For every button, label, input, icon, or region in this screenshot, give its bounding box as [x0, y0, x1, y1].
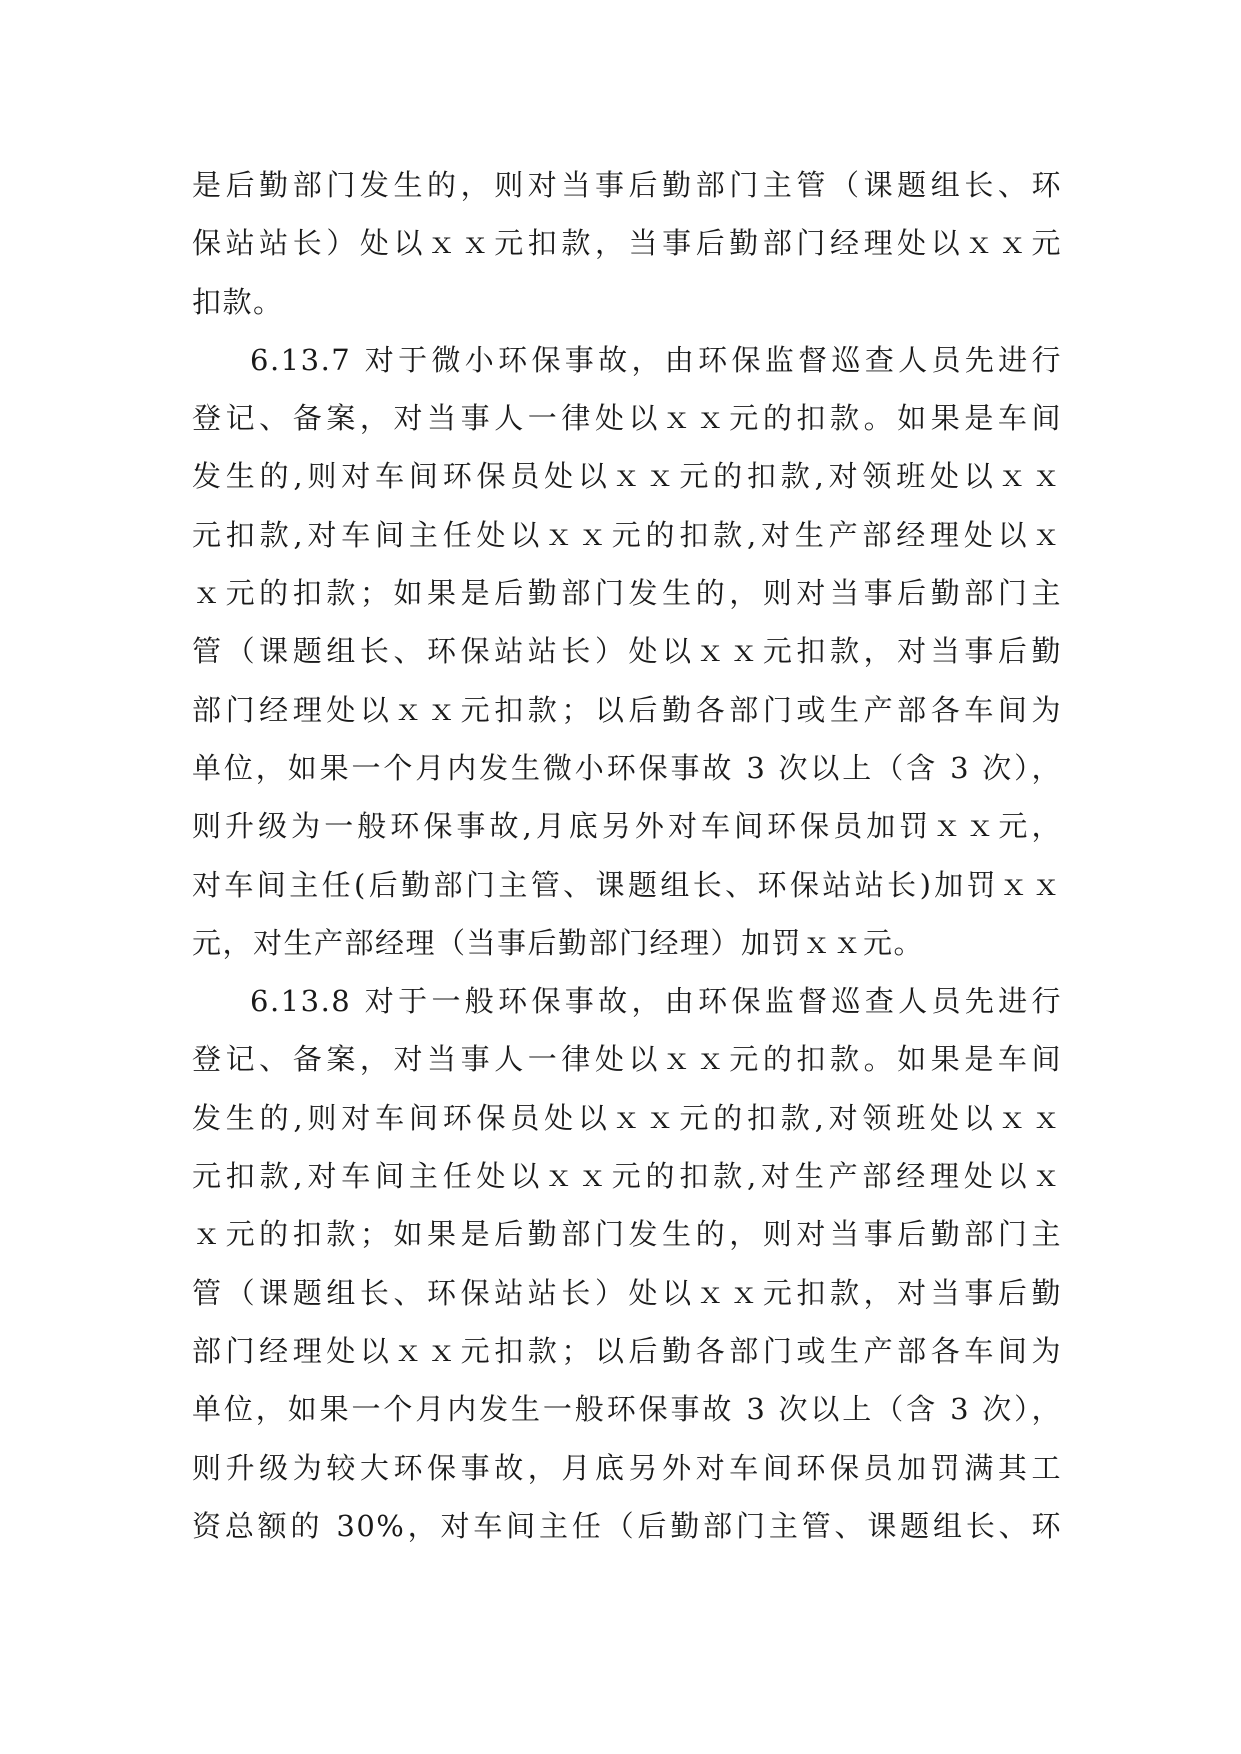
document-body [192, 156, 1062, 1555]
text-line: 则升级为较大环保事故，月底另外对车间环保员加罚满其工 [192, 1450, 1062, 1485]
text-line: 管（课题组长、环保站站长）处以ｘｘ元扣款，对当事后勤 [192, 1275, 1062, 1310]
text-line: ｘ元的扣款；如果是后勤部门发生的，则对当事后勤部门主 [192, 1217, 1062, 1252]
text-line: 资总额的 30%，对车间主任（后勤部门主管、课题组长、环 [192, 1508, 1062, 1543]
clause-6-13-7-heading-line: 6.13.7 对于微小环保事故，由环保监督巡查人员先进行 [250, 342, 1062, 377]
text-line: 登记、备案，对当事人一律处以ｘｘ元的扣款。如果是车间 [192, 401, 1062, 436]
text-line: 对车间主任(后勤部门主管、课题组长、环保站站长)加罚ｘｘ [192, 867, 1062, 902]
text-line: 是后勤部门发生的，则对当事后勤部门主管（课题组长、环 [192, 168, 1062, 202]
text-line: 部门经理处以ｘｘ元扣款；以后勤各部门或生产部各车间为 [192, 1333, 1062, 1368]
text-line: 保站站长）处以ｘｘ元扣款，当事后勤部门经理处以ｘｘ元 [192, 226, 1062, 261]
text-line: 元，对生产部经理（当事后勤部门经理）加罚ｘｘ元。 [192, 925, 925, 960]
text-line: 登记、备案，对当事人一律处以ｘｘ元的扣款。如果是车间 [192, 1042, 1062, 1077]
text-line: ｘ元的扣款；如果是后勤部门发生的，则对当事后勤部门主 [192, 576, 1062, 611]
text-line: 管（课题组长、环保站站长）处以ｘｘ元扣款，对当事后勤 [192, 634, 1062, 669]
text-line: 元扣款,对车间主任处以ｘｘ元的扣款,对生产部经理处以ｘ [192, 1159, 1062, 1194]
text-line: 发生的,则对车间环保员处以ｘｘ元的扣款,对领班处以ｘｘ [192, 1100, 1062, 1135]
clause-6-13-8-heading-line: 6.13.8 对于一般环保事故，由环保监督巡查人员先进行 [250, 984, 1062, 1019]
text-line: 单位，如果一个月内发生一般环保事故 3 次以上（含 3 次）， [192, 1392, 1062, 1427]
text-line: 元扣款,对车间主任处以ｘｘ元的扣款,对生产部经理处以ｘ [192, 517, 1062, 552]
text-line: 则升级为一般环保事故,月底另外对车间环保员加罚ｘｘ元， [192, 809, 1062, 844]
text-line: 扣款。 [192, 284, 284, 319]
text-line: 部门经理处以ｘｘ元扣款；以后勤各部门或生产部各车间为 [192, 692, 1062, 727]
text-line: 单位，如果一个月内发生微小环保事故 3 次以上（含 3 次）， [192, 750, 1062, 785]
text-line: 发生的,则对车间环保员处以ｘｘ元的扣款,对领班处以ｘｘ [192, 459, 1062, 494]
